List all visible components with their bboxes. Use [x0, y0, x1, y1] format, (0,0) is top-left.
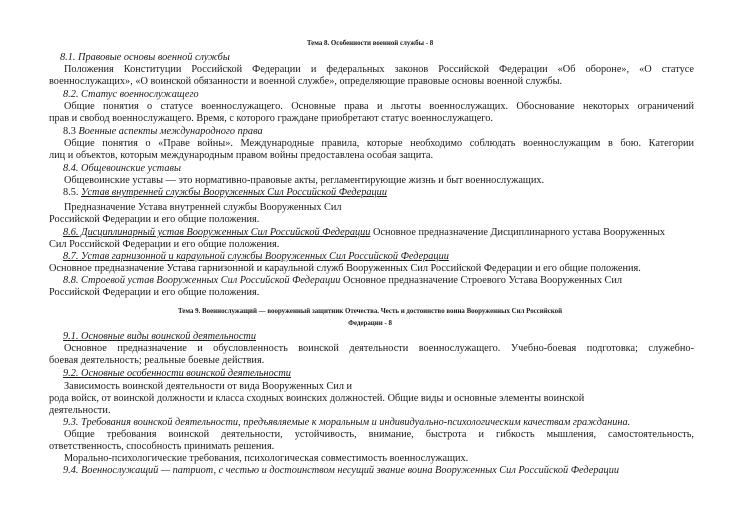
section-8-8-text-line2: Российской Федерации и его общие положения.: [49, 287, 260, 298]
topic9-title-line2: Федерации - 8: [348, 320, 392, 327]
section-9-3-text-line3: Морально-психологические требования, психологическая совместимость военнослужащих.: [64, 453, 469, 464]
section-8-7-text-line1: Основное предназначение Устава гарнизонной и караульной служб Вооруженных Сил Российской Федерации и его общие положения.: [49, 263, 641, 274]
section-8-1-text-line1: Положения Конституции Российской Федерации и федеральных законов Российской Федерации «Об обороне», «О статусе: [64, 64, 694, 75]
section-8-6-text-line1: Основное предназначение Дисциплинарного устава Вооруженных: [370, 227, 666, 238]
section-8-2-text-line2: прав и свобод военнослужащего. Время, с которого граждане приобретают статус военнослужащего.: [49, 113, 493, 124]
section-8-3-heading-row: [63, 126, 263, 138]
section-8-6-text-line2: Сил Российской Федерации и его общие положения.: [49, 239, 280, 250]
section-8-1-heading: 8.1. Правовые основы военной службы: [60, 52, 230, 63]
section-9-4-heading: 9.4. Военнослужащий — патриот, с честью и достоинством несущий звание воина Вооруженных Сил Российской Федерации: [63, 465, 620, 476]
section-9-2-text-line2: рода войск, от воинской должности и класса сходных воинских должностей. Общие виды и основные элементы воинской: [49, 393, 585, 404]
section-8-5-text-line1: Предназначение Устава внутренней службы Вооруженных Сил: [64, 202, 342, 213]
section-9-2-heading: 9.2. Основные особенности воинской деятельности: [63, 368, 291, 379]
section-9-3-text-line1: Общие требования воинской деятельности, устойчивость, внимание, быстрота и гибкость мышления, самостоятельность,: [64, 429, 694, 440]
section-9-2-text-line3: деятельности.: [49, 405, 111, 416]
section-8-8-line1: [63, 275, 622, 287]
topic9-title-line1: Тема 9. Военнослужащий — вооруженный защитник Отечества. Честь и достоинство воина Вооруженных Сил Российской: [177, 308, 563, 315]
section-9-3-heading: 9.3. Требования воинской деятельности, предъявляемые к моральным и индивидуально-психологическим качествам гражданина.: [63, 417, 631, 428]
section-8-6-heading: 8.6. Дисциплинарный устав Вооруженных Сил Российской Федерации: [63, 227, 371, 238]
section-9-1-text-line1: Основное предназначение и обусловленность воинской деятельности военнослужащего. Учебно-боевая подготовка; служебно-: [64, 343, 694, 354]
section-8-8-heading: 8.8. Строевой устав Вооруженных Сил Российской Федерации: [63, 275, 341, 286]
section-8-4-text-line1: Общевоинские уставы — это нормативно-правовые акты, регламентирующие жизнь и быт военнослужащих.: [64, 175, 545, 186]
section-8-3-text-line2: лиц и объектов, которым международным правом войны предоставлена особая защита.: [49, 150, 434, 161]
section-8-3-number: 8.3: [63, 126, 76, 137]
section-8-3-text-line1: Общие понятия о «Праве войны». Международные правила, которые необходимо соблюдать военнослужащим в бою. Категории: [64, 138, 694, 149]
section-8-6-line1: [63, 227, 665, 239]
topic8-title: Тема 8. Особенности военной службы - 8: [306, 40, 434, 47]
section-8-5-heading: Устав внутренней службы Вооруженных Сил Российской Федерации: [81, 187, 387, 198]
section-8-1-text-line2: военнослужащих», «О воинской обязанности и военной службе», определяющие правовые основы военной службы.: [49, 76, 563, 87]
section-8-2-text-line1: Общие понятия о статусе военнослужащего. Основные права и льготы военнослужащих. Обоснование некоторых ограничений: [64, 101, 694, 112]
section-8-4-heading: 8.4. Общевоинские уставы: [63, 163, 181, 174]
section-9-2-text-line1: Зависимость воинской деятельности от вида Вооруженных Сил и: [64, 381, 353, 392]
section-8-3-heading: Военные аспекты международного права: [78, 126, 263, 137]
section-8-2-heading: 8.2. Статус военнослужащего: [63, 89, 199, 100]
section-8-5-heading-row: [63, 187, 387, 199]
section-8-7-heading: 8.7. Устав гарнизонной и караульной службы Вооруженных Сил Российской Федерации: [63, 251, 449, 262]
section-8-8-text-line1: Основное предназначение Строевого Устава Вооруженных Сил: [340, 275, 623, 286]
section-8-5-text-line2: Российской Федерации и его общие положения.: [49, 214, 260, 225]
section-9-1-heading: 9.1. Основные виды воинской деятельности: [63, 331, 256, 342]
section-9-1-text-line2: боевая деятельность; реальные боевые действия.: [49, 355, 265, 366]
section-8-5-number: 8.5.: [63, 187, 79, 198]
section-9-3-text-line2: ответственность, способность принимать решения.: [49, 441, 275, 452]
